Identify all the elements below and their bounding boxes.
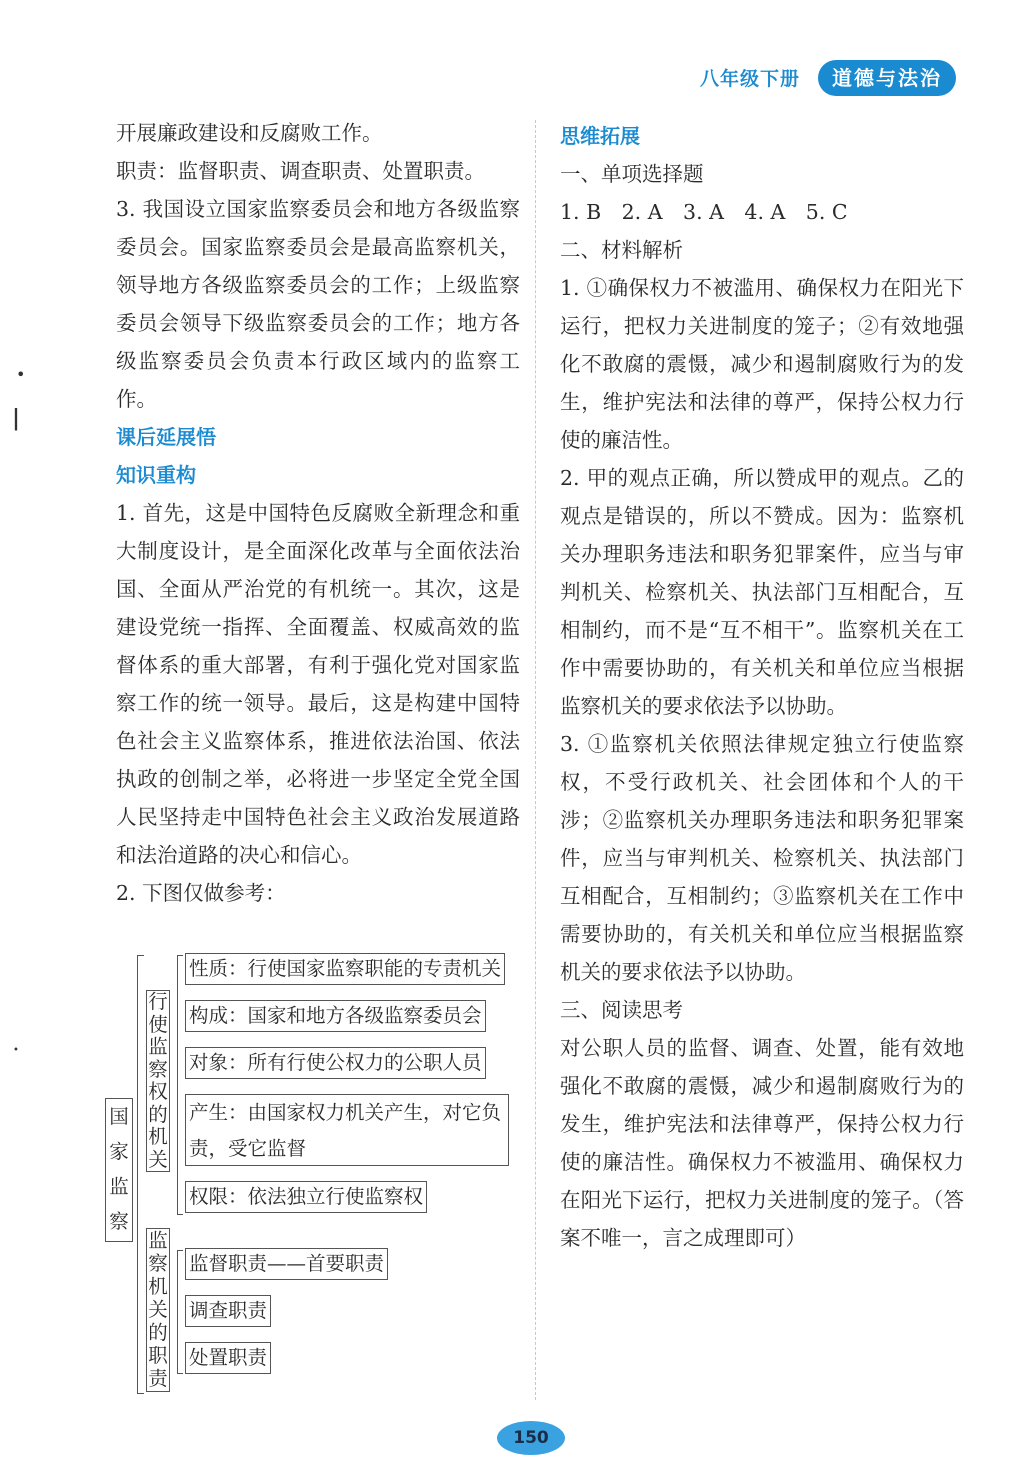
- right-column: [560, 117, 964, 1257]
- diagram-branch-1-label: 行使监察权的机关: [148, 990, 168, 1171]
- answer-1: 1. ①确保权力不被滥用、确保权力在阳光下运行，把权力关进制度的笼子；②有效地强化不敢腐的震慑，减少和遏制腐败行为的发生，维护宪法和法律的尊严，保持公权力行使的廉洁性。: [560, 276, 964, 452]
- answer-2: 2. 甲的观点正确，所以赞成甲的观点。乙的观点是错误的，所以不赞成。因为：监察机关办理职务违法和职务犯罪案件，应当与审判机关、检察机关、执法部门互相配合，互相制约，而不是“互不相干”。监察机关在工作中需要协助的，有关机关和单位应当根据监察机关的要求依法予以协助。: [560, 466, 964, 718]
- diagram-item-supervise: 监督职责——首要职责: [185, 1248, 388, 1280]
- diagram-root: [105, 1098, 133, 1242]
- section-heading-knowledge: 知识重构: [116, 463, 196, 487]
- diagram-item-investigate: 调查职责: [185, 1295, 271, 1327]
- left-paragraph-2: 职责：监督职责、调查职责、处置职责。: [116, 159, 485, 183]
- diagram-branch-2: [146, 1228, 170, 1392]
- page-number: 150: [497, 1421, 565, 1455]
- diagram-item-composition: 构成：国家和地方各级监察委员会: [185, 1000, 486, 1032]
- subheading-reading: 三、阅读思考: [560, 998, 683, 1022]
- diagram-main-brace: [137, 955, 144, 1394]
- left-paragraph-3: 3. 我国设立国家监察委员会和地方各级监察委员会。国家监察委员会是最高监察机关，领导地方各级监察委员会的工作；上级监察委员会领导下级监察委员会的工作；地方各级监察委员会负责本行政区域内的监察工作。: [116, 197, 520, 411]
- diagram-item-nature: 性质：行使国家监察职能的专责机关: [185, 953, 505, 985]
- left-paragraph-1: 开展廉政建设和反腐败工作。: [116, 121, 383, 145]
- scan-mark-3: •: [13, 1045, 19, 1056]
- left-paragraph-5: 2. 下图仅做参考：: [116, 881, 286, 905]
- answer-3: 3. ①监察机关依照法律规定独立行使监察权，不受行政机关、社会团体和个人的干涉；②监察机关办理职务违法和职务犯罪案件，应当与审判机关、检察机关、执法部门互相配合，互相制约；③监察机关在工作中需要协助的，有关机关和单位应当根据监察机关的要求依法予以协助。: [560, 732, 964, 984]
- diagram-item-origin-line-1: 产生：由国家权力机关产生，对它负: [189, 1101, 502, 1124]
- diagram-root-label: 国家监察: [109, 1105, 129, 1233]
- diagram-item-authority: 权限：依法独立行使监察权: [185, 1181, 427, 1213]
- diagram-item-origin: [185, 1094, 509, 1166]
- diagram-item-target: 对象：所有行使公权力的公职人员: [185, 1047, 486, 1079]
- diagram-item-dispose: 处置职责: [185, 1342, 271, 1374]
- answer-reading: 对公职人员的监督、调查、处置，能有效地强化不敢腐的震慑，减少和遏制腐败行为的发生，维护宪法和法律尊严，保持公权力行使的廉洁性。确保权力不被滥用、确保权力在阳光下运行，把权力关进制度的笼子。（答案不唯一，言之成理即可）: [560, 1036, 964, 1250]
- left-paragraph-4: 1. 首先，这是中国特色反腐败全新理念和重大制度设计，是全面深化改革与全面依法治国、全面从严治党的有机统一。其次，这是建设党统一指挥、全面覆盖、权威高效的监督体系的重大部署，有利于强化党对国家监察工作的统一领导。最后，这是构建中国特色社会主义监察体系，推进依法治国、依法执政的创制之举，必将进一步坚定全党全国人民坚持走中国特色社会主义政治发展道路和法治道路的决心和信心。: [116, 501, 520, 867]
- scan-mark-1: •: [16, 365, 26, 384]
- section-heading-thinking: 思维拓展: [560, 124, 640, 148]
- left-column: [116, 114, 520, 912]
- section-heading-extension: 课后延展悟: [116, 425, 216, 449]
- header-grade: 八年级下册: [700, 68, 801, 90]
- header-subject-badge: 道德与法治: [818, 60, 956, 96]
- diagram-branch-2-label: 监察机关的职责: [148, 1229, 168, 1390]
- diagram-branch-2-brace: [177, 1250, 183, 1374]
- subheading-single-choice: 一、单项选择题: [560, 162, 704, 186]
- choice-answers: 1. B 2. A 3. A 4. A 5. C: [560, 200, 848, 224]
- subheading-material-analysis: 二、材料解析: [560, 238, 683, 262]
- diagram-branch-1: [146, 990, 170, 1172]
- diagram-branch-1-brace: [177, 955, 183, 1215]
- column-divider: [535, 120, 536, 1400]
- diagram-item-origin-line-2: 责，受它监督: [189, 1137, 307, 1160]
- scan-mark-2: |: [12, 405, 21, 431]
